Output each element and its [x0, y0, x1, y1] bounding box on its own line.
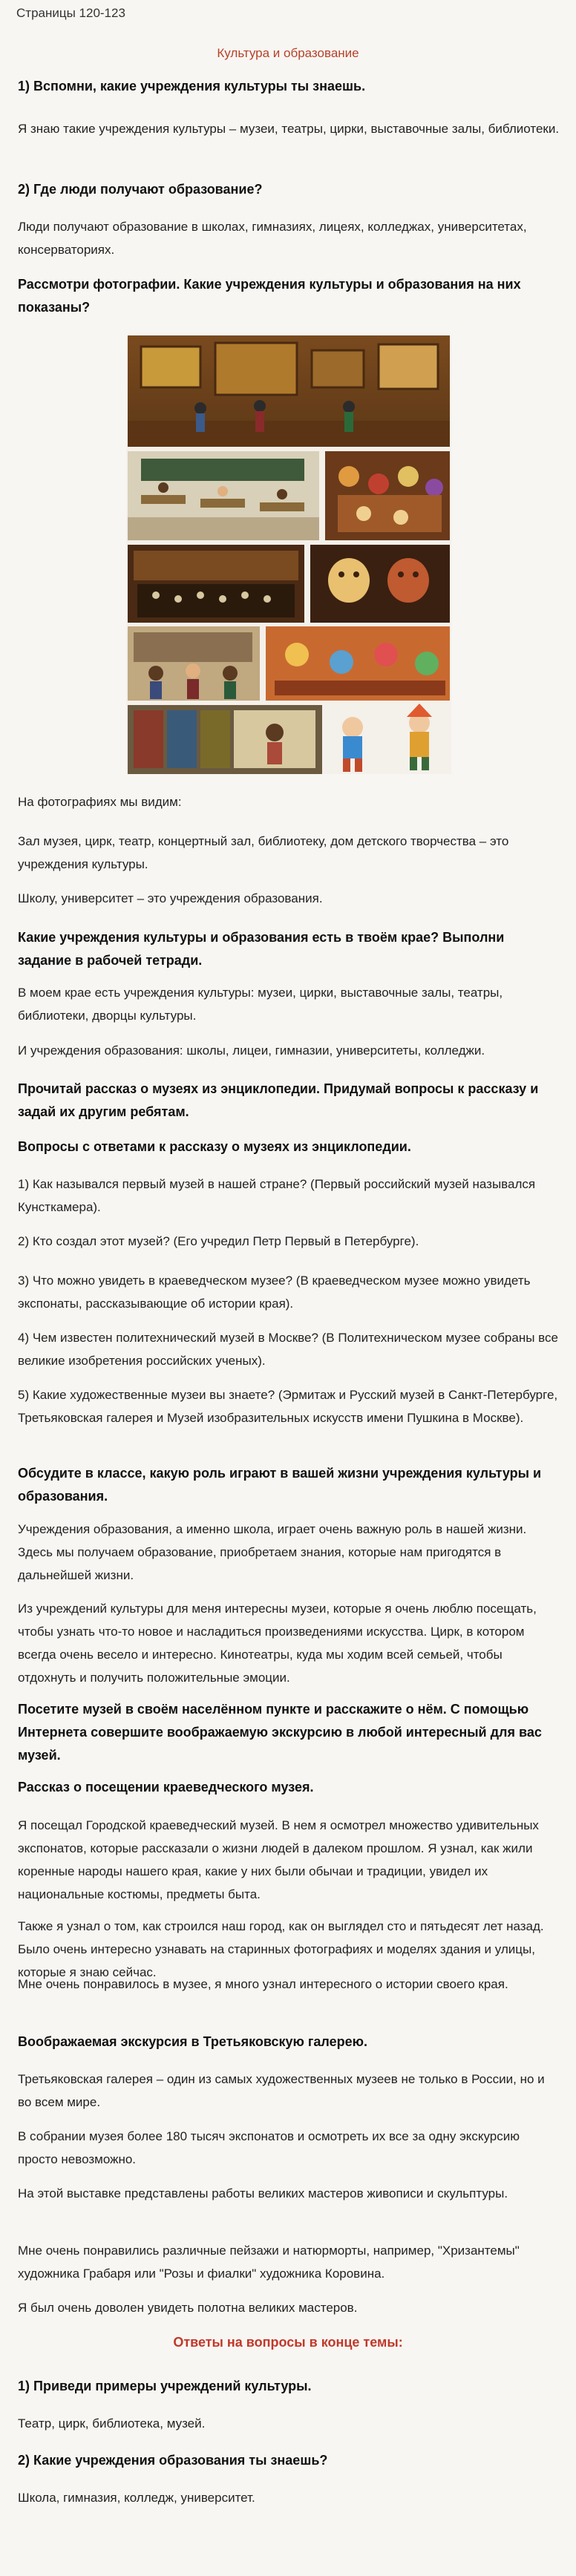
question-10: Воображаемая экскурсия в Третьяковскую галерею. [18, 2034, 367, 2049]
answer-11: Театр, цирк, библиотека, музей. [18, 2416, 206, 2431]
question-11: 1) Приведи примеры учреждений культуры. [18, 2379, 312, 2393]
textbook-photo-collage [126, 335, 451, 774]
museum-hall-photo [128, 335, 450, 447]
tretyakov-p5: Я был очень доволен увидеть полотна великих мастеров. [18, 2301, 358, 2315]
question-4: Какие учреждения культуры и образования есть в твоём крае? Выполни задание в рабочей тетради. [18, 930, 505, 968]
answer-2: Люди получают образование в школах, гимназиях, лицеях, колледжах, университетах, консерваториях. [18, 220, 527, 257]
classroom-photo [128, 451, 319, 540]
local-museum-p2: Также я узнал о том, как строился наш город, как он выглядел сто и пятьдесят лет назад. Было очень интересно узнавать на старинных фотографиях и моделях здания и улицы, которые я знаю сейчас. [18, 1919, 544, 1979]
answer-3-intro: На фотографиях мы видим: [18, 795, 182, 809]
tretyakov-p3: На этой выставке представлены работы великих мастеров живописи и скульптуры. [18, 2186, 508, 2200]
answer-3-education: Школу, университет – это учреждения образования. [18, 891, 323, 905]
answer-4-education: И учреждения образования: школы, лицеи, гимназии, университеты, колледжи. [18, 1043, 485, 1058]
question-1: 1) Вспомни, какие учреждения культуры ты знаешь. [18, 79, 366, 94]
museum-qa-1: 1) Как назывался первый музей в нашей стране? (Первый российский музей назывался Кунсткамера). [18, 1177, 536, 1214]
circus-photo [325, 451, 450, 540]
museum-qa-4: 4) Чем известен политехнический музей в Москве? (В Политехническом музее собраны все великие изобретения российских ученых). [18, 1331, 558, 1368]
answer-3-culture: Зал музея, цирк, театр, концертный зал, библиотеку, дом детского творчества – это учреждения культуры. [18, 834, 509, 871]
theatre-photo [310, 545, 450, 623]
question-7: Обсудите в классе, какую роль играют в вашей жизни учреждения культуры и образования. [18, 1466, 542, 1504]
question-8: Посетите музей в своём населённом пункте и расскажите о нём. С помощью Интернета совершите воображаемую экскурсию в любой интересный для вас музей. [18, 1702, 542, 1763]
concert-hall-photo [128, 545, 304, 623]
cartoon-characters [327, 704, 450, 774]
museum-qa-3: 3) Что можно увидеть в краеведческом музее? (В краеведческом музее можно увидеть экспонаты, рассказывающие об истории края). [18, 1274, 531, 1311]
answer-7-school: Учреждения образования, а именно школа, играет очень важную роль в нашей жизни. Здесь мы получаем образование, приобретаем знания, которые нам пригодятся в дальнейшей жизни. [18, 1522, 527, 1582]
childrens-art-photo [266, 626, 450, 701]
answer-1: Я знаю такие учреждения культуры – музеи, театры, цирки, выставочные залы, библиотеки. [18, 122, 560, 136]
question-3: Рассмотри фотографии. Какие учреждения культуры и образования на них показаны? [18, 277, 521, 315]
museum-qa-5: 5) Какие художественные музеи вы знаете? (Эрмитаж и Русский музей в Санкт-Петербурге, Третьяковская галерея и Музей изобразительных искусств имени Пушкина в Москве). [18, 1388, 558, 1425]
question-6: Вопросы с ответами к рассказу о музеях из энциклопедии. [18, 1139, 411, 1154]
library-photo [128, 705, 322, 774]
museum-qa-2: 2) Кто создал этот музей? (Его учредил Петр Первый в Петербурге). [18, 1234, 419, 1248]
answer-7-culture: Из учреждений культуры для меня интересны музеи, которые я очень люблю посещать, чтобы узнать что-то новое и насладиться произведениями искусства. Цирк, в котором всегда очень весело и интересно. Кинотеатры, куда мы ходим всей семьей, чтобы отдохнуть и получить положительные эмоции. [18, 1602, 537, 1685]
local-museum-p1: Я посещал Городской краеведческий музей. В нем я осмотрел множество удивительных экспонатов, которые рассказали о жизни людей в далеком прошлом. Я узнал, как жили коренные народы нашего края, какие у них были обычаи и традиции, увидел их национальные костюмы, предметы быта. [18, 1818, 539, 1901]
question-9: Рассказ о посещении краеведческого музея. [18, 1780, 314, 1795]
answers-section-title: Ответы на вопросы в конце темы: [173, 2335, 403, 2350]
question-5: Прочитай рассказ о музеях из энциклопедии. Придумай вопросы к рассказу и задай их другим ребятам. [18, 1081, 539, 1119]
answer-12: Школа, гимназия, колледж, университет. [18, 2491, 255, 2505]
students-photo [128, 626, 260, 701]
local-museum-p3: Мне очень понравилось в музее, я много узнал интересного о истории своего края. [18, 1977, 508, 1991]
topic-title: Культура и образование [217, 46, 359, 60]
tretyakov-p1: Третьяковская галерея – один из самых художественных музеев не только в России, но и во всем мире. [18, 2072, 545, 2109]
question-2: 2) Где люди получают образование? [18, 182, 263, 197]
breadcrumb[interactable]: Страницы 120-123 [16, 6, 125, 20]
tretyakov-p4: Мне очень понравились различные пейзажи и натюрморты, например, "Хризантемы" художника Грабаря или "Розы и фиалки" художника Коровина. [18, 2244, 520, 2281]
question-12: 2) Какие учреждения образования ты знаешь? [18, 2453, 328, 2468]
tretyakov-p2: В собрании музея более 180 тысяч экспонатов и осмотреть их все за одну экскурсию просто невозможно. [18, 2129, 520, 2166]
answer-4-culture: В моем крае есть учреждения культуры: музеи, цирки, выставочные залы, театры, библиотеки, дворцы культуры. [18, 986, 503, 1023]
